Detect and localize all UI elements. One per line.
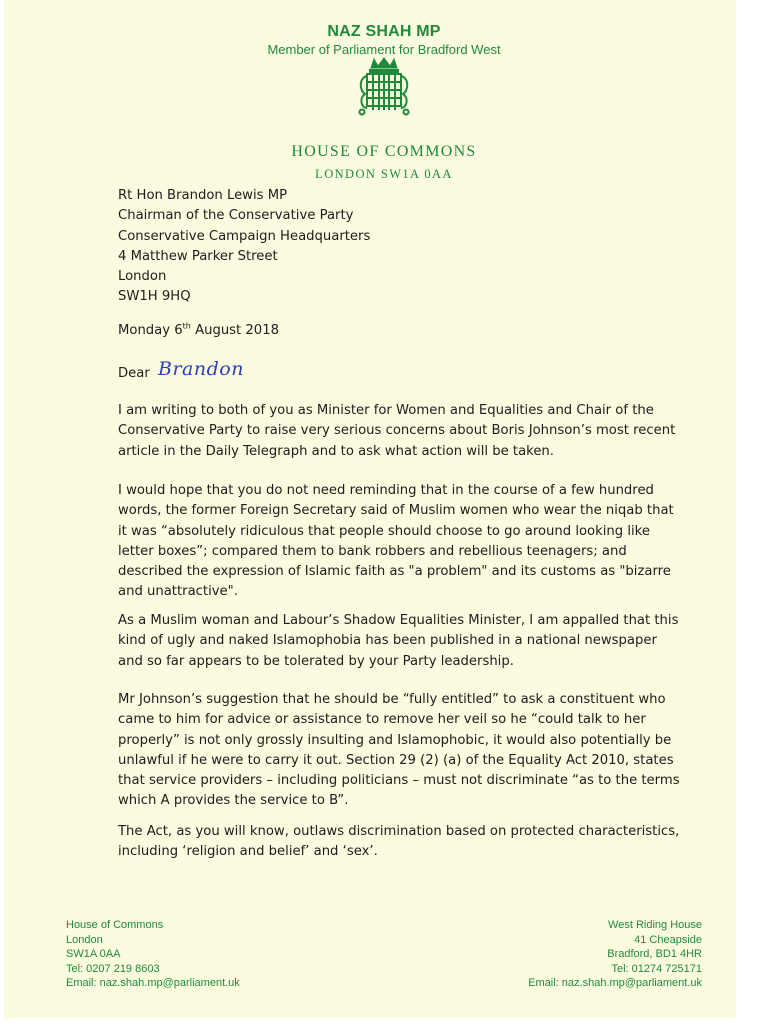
- mp-role: Member of Parliament for Bradford West: [267, 42, 501, 57]
- footer-line: Bradford, BD1 4HR: [607, 948, 702, 960]
- footer-line: Email: naz.shah.mp@parliament.uk: [528, 977, 702, 989]
- footer-line: Tel: 01274 725171: [611, 962, 702, 975]
- address-line: 4 Matthew Parker Street: [118, 248, 278, 264]
- handwritten-name: Brandon: [157, 358, 244, 380]
- footer-constituency-address: [470, 918, 702, 991]
- salutation-greeting: Dear: [118, 366, 150, 381]
- portcullis-icon: [357, 56, 411, 118]
- paragraph: I would hope that you do not need reminding that in the course of a few hundred words, the former Foreign Secretary said of Muslim women who wear the niqab that it was “absolutely ridiculous that people should choose to go around looking like letter boxes”; compared them to bank robbers and rebellious teenagers; and described the expression of Islamic faith as "a problem" and its customs as "bizarre and unattractive".: [118, 483, 674, 600]
- footer-line: 41 Cheapside: [634, 933, 702, 946]
- address-line: Chairman of the Conservative Party: [118, 208, 354, 224]
- address-line: London: [118, 269, 167, 285]
- paragraph: The Act, as you will know, outlaws discrimination based on protected characteristics, including ‘religion and belief’ and ‘sex’.: [118, 824, 680, 860]
- salutation: [118, 358, 678, 384]
- paragraph: I am writing to both of you as Minister for Women and Equalities and Chair of the Conservative Party to raise very serious concerns about Boris Johnson’s most recent article in the Daily Telegraph and to ask what action will be taken.: [118, 403, 676, 459]
- mp-name: NAZ SHAH MP: [327, 23, 441, 40]
- footer-line: SW1A 0AA: [66, 948, 121, 960]
- paragraph: Mr Johnson’s suggestion that he should be “fully entitled” to ask a constituent who came to him for advice or assistance to remove her veil so he “could talk to her properly” is not only grossly insulting and Islamophobic, it would also potentially be unlawful if he were to carry it out. Section 29 (2) (a) of the Equality Act 2010, states that service providers – including politicians – must not discriminate “as to the terms which A provides the service to B”.: [118, 692, 680, 809]
- footer-westminster-address: [66, 918, 240, 991]
- letter-date: Monday 6th August 2018: [118, 321, 279, 338]
- recipient-address: [118, 186, 678, 308]
- address-line: Rt Hon Brandon Lewis MP: [118, 188, 288, 203]
- address-line: SW1H 9HQ: [118, 289, 191, 305]
- house-address: LONDON SW1A 0AA: [315, 167, 453, 181]
- letterhead: [0, 22, 768, 58]
- house-of-commons-heading: HOUSE OF COMMONS: [291, 143, 477, 160]
- scan-margin-bottom: [0, 1018, 768, 1024]
- address-line: Conservative Campaign Headquarters: [118, 228, 371, 244]
- footer-line: Email: naz.shah.mp@parliament.uk: [66, 977, 240, 989]
- footer-line: London: [66, 933, 103, 946]
- footer-line: House of Commons: [66, 919, 164, 931]
- footer-line: West Riding House: [608, 919, 702, 931]
- footer-line: Tel: 0207 219 8603: [66, 962, 160, 975]
- paragraph: As a Muslim woman and Labour’s Shadow Equalities Minister, I am appalled that this kind of ugly and naked Islamophobia has been published in a national newspaper and so far appears to be tolerated by your Party leadership.: [118, 613, 679, 669]
